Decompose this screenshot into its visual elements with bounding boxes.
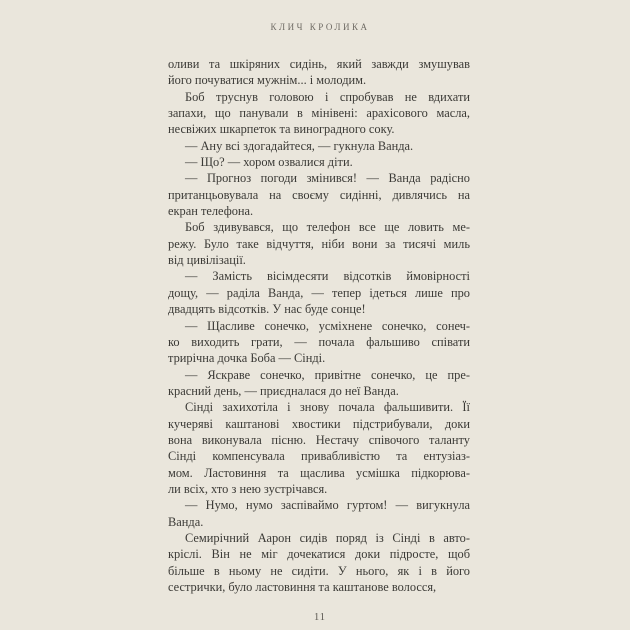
text-line: Боб труснув головою і спробував не вдихати (185, 89, 470, 104)
text-line: Ванда. (168, 514, 204, 529)
text-line: красний день, — приєдналася до неї Ванда. (168, 383, 399, 398)
text-line: — Замість вісімдесяти відсотків ймовірності (185, 269, 470, 284)
text-line: — Яскраве сонечко, привітне сонечко, це пре- (185, 367, 470, 382)
text-line: — Ану всі здогадайтеся, — гукнула Ванда. (185, 138, 414, 153)
text-line: ко виходить грати, — почала фальшиво співати (168, 334, 470, 349)
text-line: його почуватися мужнім... і молодим. (168, 73, 367, 88)
text-line: кучеряві каштанові хвостики підстрибували, доки (168, 416, 470, 431)
text-line: екран телефона. (168, 204, 254, 219)
text-line: Сінді компенсувала привабливістю та ентузіаз- (168, 449, 470, 464)
text-line: Семирічний Аарон сидів поряд із Сінді в авто- (185, 530, 470, 545)
page-body-text (168, 56, 470, 595)
text-line: Боб здивувався, що телефон все ще ловить ме- (185, 220, 470, 235)
text-line: Сінді захихотіла і знову почала фальшивити. Її (185, 400, 470, 415)
text-line: ли всіх, хто з нею зустрічався. (168, 481, 328, 496)
text-line: оливи та шкіряних сидінь, який завжди змушував (168, 57, 470, 71)
text-line: сестрички, було ластовиння та каштанове волосся, (168, 580, 437, 594)
text-line: пританцьовувала на своєму сидінні, дивлячись на (168, 187, 470, 202)
text-line: трирічна дочка Боба — Сінді. (168, 351, 326, 366)
text-line: — Нумо, нумо заспіваймо гуртом! — вигукнула (185, 498, 470, 513)
text-line: мом. Ластовиння та щаслива усмішка підкорюва- (168, 465, 470, 480)
text-line: дощу, — раділа Ванда, — тепер ідеться лише про (168, 285, 470, 300)
running-header: КЛИЧ КРОЛИКА (270, 22, 370, 32)
text-line: несвіжих шкарпеток та виноградного соку. (168, 122, 395, 137)
text-line: — Що? — хором озвалися діти. (185, 155, 353, 170)
text-line: режу. Було таке відчуття, ніби вони за тисячі миль (168, 236, 470, 251)
page-number: 11 (313, 612, 327, 623)
text-line: — Щасливе сонечко, усміхнене сонечко, сонеч- (185, 318, 470, 333)
text-line: двадцять відсотків. У нас буде сонце! (168, 302, 366, 317)
text-line: вона виконувала пісню. Нестачу співочого таланту (168, 432, 470, 447)
text-line: від цивілізації. (168, 253, 246, 268)
text-line: — Прогноз погоди змінився! — Ванда радісно (185, 171, 470, 186)
text-line: запахи, що панували в мінівені: арахісового масла, (168, 106, 470, 121)
text-line: більше в ньому не сидіти. У нього, як і в його (168, 563, 470, 578)
text-line: кріслі. Він не міг дочекатися доки підросте, щоб (168, 547, 470, 562)
